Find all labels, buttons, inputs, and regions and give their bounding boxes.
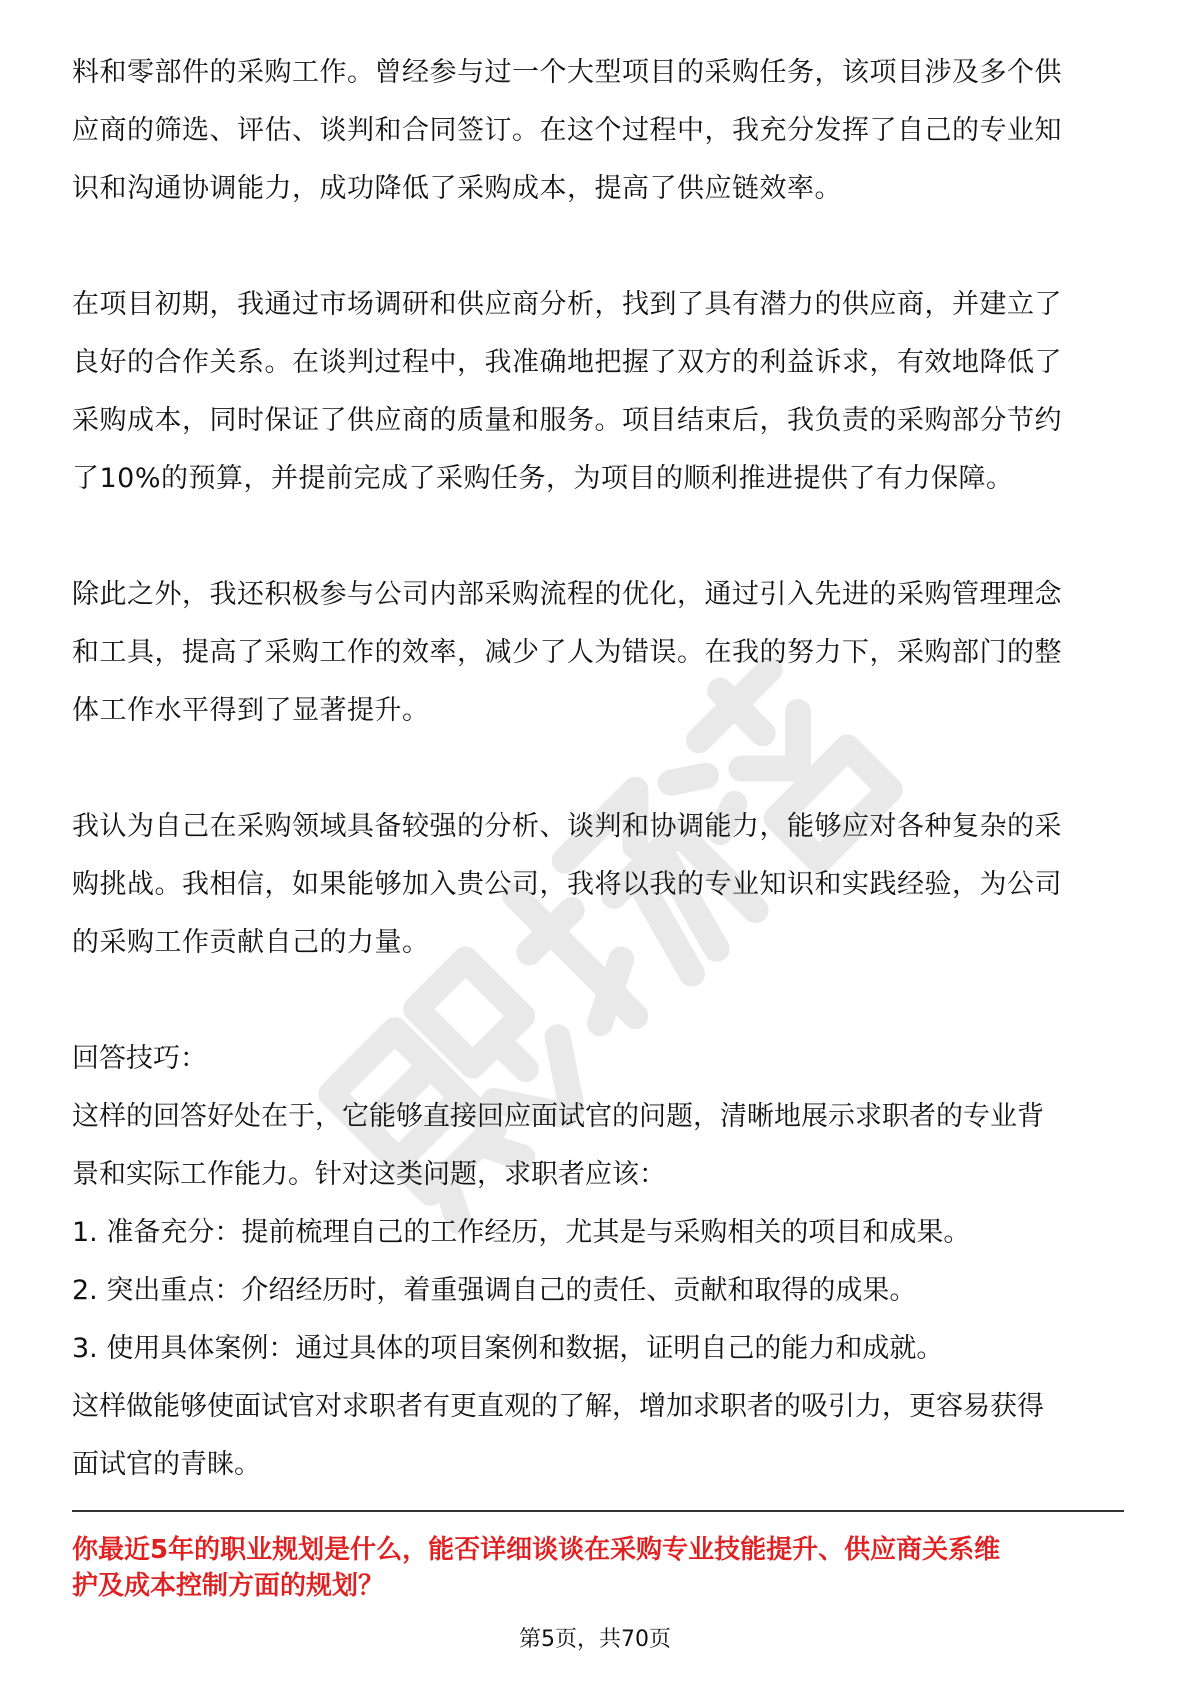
text-line: 我认为自己在采购领域具备较强的分析、谈判和协调能力，能够应对各种复杂的采 [72,811,1062,842]
text-line: 应商的筛选、评估、谈判和合同签订。在这个过程中，我充分发挥了自己的专业知 [72,115,1062,146]
text-line: 在项目初期，我通过市场调研和供应商分析，找到了具有潜力的供应商，并建立了 [72,289,1062,320]
text-line: 良好的合作关系。在谈判过程中，我准确地把握了双方的利益诉求，有效地降低了 [72,347,1062,378]
next-question-heading [72,1532,1124,1604]
tips-intro-line: 这样的回答好处在于，它能够直接回应面试官的问题，清晰地展示求职者的专业背 [72,1101,1044,1132]
tips-outro-line: 面试官的青睐。 [72,1449,261,1480]
tips-list-item: 3. 使用具体案例：通过具体的项目案例和数据，证明自己的能力和成就。 [72,1333,944,1364]
answer-paragraph-3 [72,566,1124,740]
text-line: 和工具，提高了采购工作的效率，减少了人为错误。在我的努力下，采购部门的整 [72,637,1062,668]
text-line: 的采购工作贡献自己的力量。 [72,927,430,958]
page-content [72,44,1124,1494]
paragraph-spacer [72,508,1124,566]
paragraph-spacer [72,740,1124,798]
tips-title: 回答技巧： [72,1043,207,1074]
answer-paragraph-2 [72,276,1124,508]
question-line: 护及成本控制方面的规划？ [72,1571,385,1601]
text-line: 识和沟通协调能力，成功降低了采购成本，提高了供应链效率。 [72,173,842,204]
paragraph-spacer [72,218,1124,276]
question-line: 你最近5年的职业规划是什么，能否详细谈谈在采购专业技能提升、供应商关系维 [72,1535,1001,1565]
page-number: 第5页，共70页 [519,1627,671,1652]
section-divider [72,1510,1124,1512]
tips-outro-line: 这样做能够使面试官对求职者有更直观的了解，增加求职者的吸引力，更容易获得 [72,1391,1044,1422]
text-line: 料和零部件的采购工作。曾经参与过一个大型项目的采购任务，该项目涉及多个供 [72,57,1062,88]
text-line: 体工作水平得到了显著提升。 [72,695,430,726]
answer-paragraph-4 [72,798,1124,972]
text-line: 采购成本，同时保证了供应商的质量和服务。项目结束后，我负责的采购部分节约 [72,405,1062,436]
text-line: 购挑战。我相信，如果能够加入贵公司，我将以我的专业知识和实践经验，为公司 [72,869,1062,900]
answer-tips [72,1030,1124,1494]
text-line: 了10%的预算，并提前完成了采购任务，为项目的顺利推进提供了有力保障。 [72,463,1014,494]
tips-list-item: 2. 突出重点：介绍经历时，着重强调自己的责任、贡献和取得的成果。 [72,1275,917,1306]
paragraph-spacer [72,972,1124,1030]
text-line: 除此之外，我还积极参与公司内部采购流程的优化，通过引入先进的采购管理理念 [72,579,1062,610]
tips-list-item: 1. 准备充分：提前梳理自己的工作经历，尤其是与采购相关的项目和成果。 [72,1217,971,1248]
answer-paragraph-1 [72,44,1124,218]
tips-intro-line: 景和实际工作能力。针对这类问题，求职者应该： [72,1159,666,1190]
